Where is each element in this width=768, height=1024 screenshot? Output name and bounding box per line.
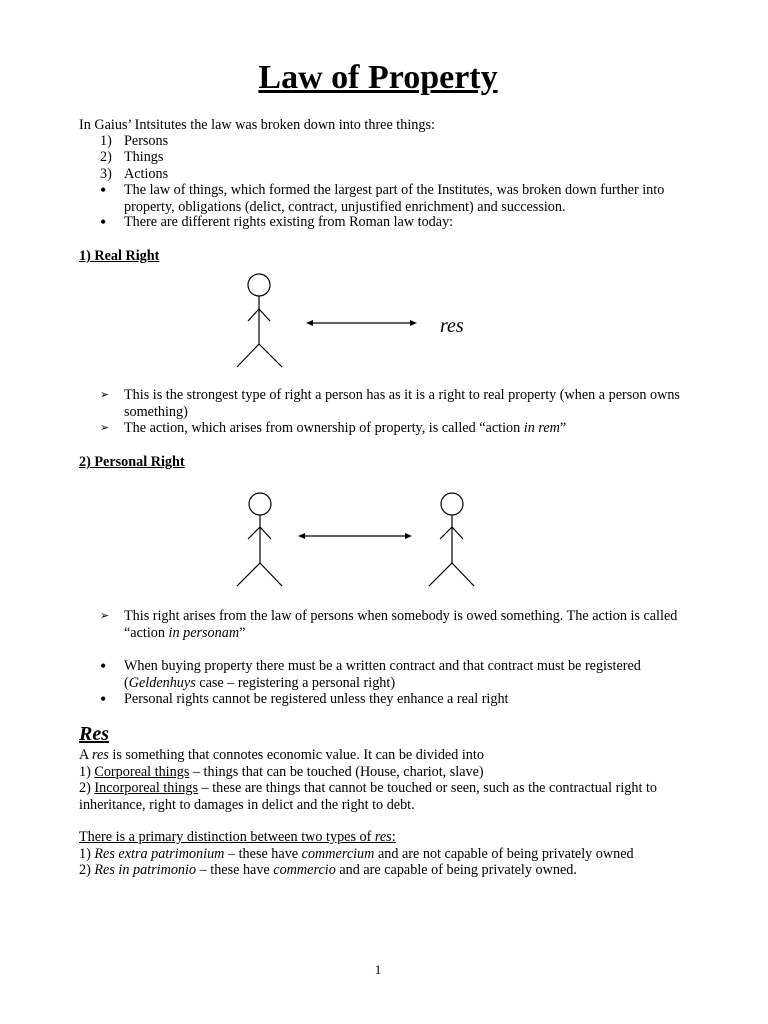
section-heading-res: Res (79, 723, 109, 745)
bullet-icon: • (100, 656, 107, 676)
res-type-in: 2) Res in patrimonio – these have commercio and are capable of being privately owned. (79, 862, 577, 878)
res-type-extra: 1) Res extra patrimonium – these have commercium and are not capable of being privately owned (79, 846, 634, 862)
double-arrow-icon (306, 320, 417, 326)
bullet-icon: • (100, 689, 107, 709)
res-distinction: There is a primary distinction between two types of res: (79, 829, 396, 845)
bullet-icon: • (100, 180, 107, 200)
stick-figure-icon (237, 274, 282, 367)
stick-figure-icon (237, 493, 282, 586)
list-item-text: The law of things, which formed the largest part of the Institutes, was broken down further into property, obligations (delict, contract, unjustified enrichment) and succession. (124, 182, 665, 215)
list-item-text: Personal rights cannot be registered unless they enhance a real right (124, 691, 509, 707)
real-right-diagram (230, 270, 430, 370)
bullet-icon: • (100, 212, 107, 232)
page-number: 1 (374, 962, 382, 977)
list-number: 2) (100, 149, 112, 165)
list-item-text: Actions (124, 166, 169, 182)
arrowhead-bullet-icon: ➢ (100, 389, 110, 401)
res-definition: A res is something that connotes economic value. It can be divided into (79, 747, 484, 763)
list-item-text: This is the strongest type of right a person has as it is a right to real property (when a person owns something) (124, 387, 680, 420)
list-item-text: This right arises from the law of persons when somebody is owed something. The action is called “action in personam” (124, 608, 678, 641)
list-number: 1) (100, 133, 112, 149)
list-number: 3) (100, 166, 112, 182)
list-item-text: Persons (124, 133, 169, 149)
page-title: Law of Property (258, 59, 498, 96)
intro-text: In Gaius’ Intsitutes the law was broken down into three things: (79, 117, 435, 133)
list-item-text: There are different rights existing from Roman law today: (124, 214, 454, 230)
res-corporeal: 1) Corporeal things – things that can be touched (House, chariot, slave) (79, 764, 484, 780)
section-heading-personal-right: 2) Personal Right (79, 454, 185, 470)
list-item-text: The action, which arises from ownership of property, is called “action in rem” (124, 420, 567, 436)
arrowhead-bullet-icon: ➢ (100, 422, 110, 434)
res-incorporeal: 2) Incorporeal things – these are things that cannot be touched or seen, such as the contractual right to inheritance, right to damages in delict and the right to debt. (79, 780, 657, 813)
res-label: res (440, 315, 464, 337)
list-item-text: When buying property there must be a written contract and that contract must be registered (Geldenhuys case – registering a personal right) (124, 658, 641, 691)
arrowhead-bullet-icon: ➢ (100, 610, 110, 622)
section-heading-real-right: 1) Real Right (79, 248, 160, 264)
double-arrow-icon (298, 533, 412, 539)
stick-figure-icon (429, 493, 474, 586)
list-item-text: Things (124, 149, 164, 165)
personal-right-diagram (230, 490, 490, 590)
